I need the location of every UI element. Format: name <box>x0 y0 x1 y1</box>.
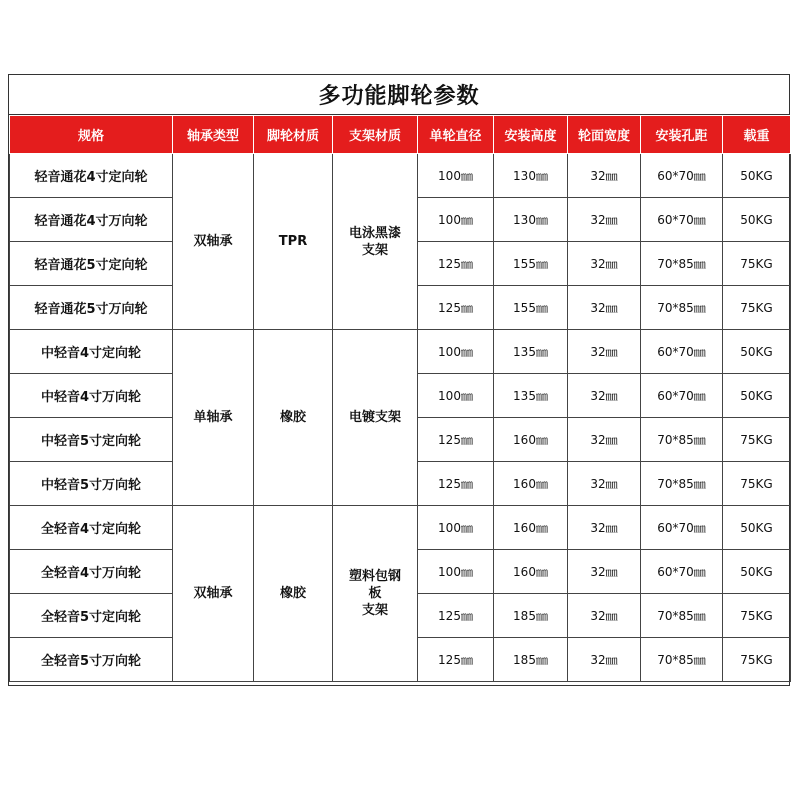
cell-hole-spacing: 60*70㎜ <box>641 330 723 374</box>
cell-bearing-type: 双轴承 <box>173 154 254 330</box>
cell-tread-width: 32㎜ <box>568 154 641 198</box>
cell-tread-width: 32㎜ <box>568 418 641 462</box>
cell-mount-height: 160㎜ <box>494 506 568 550</box>
cell-tread-width: 32㎜ <box>568 374 641 418</box>
cell-load: 50KG <box>723 198 791 242</box>
bracket-material-line: 塑料包钢 <box>348 569 401 584</box>
cell-hole-spacing: 70*85㎜ <box>641 594 723 638</box>
cell-spec: 轻音通花4寸万向轮 <box>10 198 173 242</box>
cell-mount-height: 155㎜ <box>494 286 568 330</box>
cell-mount-height: 135㎜ <box>494 330 568 374</box>
cell-hole-spacing: 60*70㎜ <box>641 506 723 550</box>
cell-tread-width: 32㎜ <box>568 286 641 330</box>
cell-wheel-diameter: 100㎜ <box>418 550 494 594</box>
cell-tread-width: 32㎜ <box>568 550 641 594</box>
header-row <box>10 116 791 154</box>
cell-bracket-material <box>333 330 418 506</box>
cell-bracket-material <box>333 154 418 330</box>
header-wheel-material: 脚轮材质 <box>254 116 333 154</box>
cell-tread-width: 32㎜ <box>568 462 641 506</box>
cell-wheel-material: 橡胶 <box>254 506 333 682</box>
cell-wheel-diameter: 100㎜ <box>418 330 494 374</box>
cell-mount-height: 135㎜ <box>494 374 568 418</box>
cell-load: 75KG <box>723 286 791 330</box>
cell-load: 75KG <box>723 462 791 506</box>
cell-wheel-material: 橡胶 <box>254 330 333 506</box>
cell-wheel-diameter: 125㎜ <box>418 242 494 286</box>
header-load: 载重 <box>723 116 791 154</box>
header-hole-spacing: 安装孔距 <box>641 116 723 154</box>
header-bracket-material: 支架材质 <box>333 116 418 154</box>
table-row <box>10 506 791 550</box>
cell-load: 50KG <box>723 330 791 374</box>
cell-wheel-diameter: 100㎜ <box>418 374 494 418</box>
cell-load: 75KG <box>723 594 791 638</box>
cell-wheel-diameter: 125㎜ <box>418 286 494 330</box>
cell-bracket-material <box>333 506 418 682</box>
cell-spec: 全轻音5寸万向轮 <box>10 638 173 682</box>
header-wheel-diameter: 单轮直径 <box>418 116 494 154</box>
bracket-material-line: 板 <box>368 586 382 601</box>
cell-mount-height: 160㎜ <box>494 550 568 594</box>
cell-wheel-diameter: 100㎜ <box>418 154 494 198</box>
cell-load: 75KG <box>723 638 791 682</box>
bracket-material-line: 电泳黑漆 <box>348 225 401 241</box>
cell-hole-spacing: 70*85㎜ <box>641 418 723 462</box>
cell-tread-width: 32㎜ <box>568 594 641 638</box>
cell-wheel-diameter: 125㎜ <box>418 418 494 462</box>
cell-spec: 全轻音4寸定向轮 <box>10 506 173 550</box>
cell-hole-spacing: 70*85㎜ <box>641 462 723 506</box>
cell-spec: 全轻音5寸定向轮 <box>10 594 173 638</box>
cell-wheel-diameter: 100㎜ <box>418 506 494 550</box>
cell-wheel-material: TPR <box>254 154 333 330</box>
header-bearing-type: 轴承类型 <box>173 116 254 154</box>
cell-hole-spacing: 70*85㎜ <box>641 286 723 330</box>
cell-mount-height: 185㎜ <box>494 638 568 682</box>
header-spec: 规格 <box>10 116 173 154</box>
cell-mount-height: 185㎜ <box>494 594 568 638</box>
cell-load: 75KG <box>723 242 791 286</box>
cell-mount-height: 155㎜ <box>494 242 568 286</box>
cell-spec: 中轻音4寸定向轮 <box>10 330 173 374</box>
cell-spec: 中轻音4寸万向轮 <box>10 374 173 418</box>
cell-hole-spacing: 60*70㎜ <box>641 550 723 594</box>
table-title: 多功能脚轮参数 <box>9 75 789 115</box>
cell-spec: 轻音通花5寸定向轮 <box>10 242 173 286</box>
cell-mount-height: 160㎜ <box>494 418 568 462</box>
spec-sheet <box>8 74 790 686</box>
table-row <box>10 154 791 198</box>
header-tread-width: 轮面宽度 <box>568 116 641 154</box>
cell-hole-spacing: 70*85㎜ <box>641 242 723 286</box>
cell-mount-height: 130㎜ <box>494 198 568 242</box>
caster-spec-table <box>9 115 791 682</box>
cell-mount-height: 130㎜ <box>494 154 568 198</box>
cell-spec: 轻音通花4寸定向轮 <box>10 154 173 198</box>
cell-wheel-diameter: 100㎜ <box>418 198 494 242</box>
cell-tread-width: 32㎜ <box>568 242 641 286</box>
cell-mount-height: 160㎜ <box>494 462 568 506</box>
cell-hole-spacing: 60*70㎜ <box>641 374 723 418</box>
cell-wheel-diameter: 125㎜ <box>418 594 494 638</box>
cell-hole-spacing: 60*70㎜ <box>641 198 723 242</box>
cell-load: 75KG <box>723 418 791 462</box>
cell-spec: 轻音通花5寸万向轮 <box>10 286 173 330</box>
cell-spec: 中轻音5寸万向轮 <box>10 462 173 506</box>
cell-load: 50KG <box>723 506 791 550</box>
cell-load: 50KG <box>723 550 791 594</box>
bracket-material-line: 支架 <box>361 242 388 258</box>
cell-load: 50KG <box>723 154 791 198</box>
bracket-material-line: 支架 <box>361 603 388 618</box>
cell-hole-spacing: 60*70㎜ <box>641 154 723 198</box>
cell-hole-spacing: 70*85㎜ <box>641 638 723 682</box>
table-row <box>10 330 791 374</box>
cell-load: 50KG <box>723 374 791 418</box>
cell-spec: 中轻音5寸定向轮 <box>10 418 173 462</box>
cell-bearing-type: 双轴承 <box>173 506 254 682</box>
cell-wheel-diameter: 125㎜ <box>418 462 494 506</box>
cell-tread-width: 32㎜ <box>568 506 641 550</box>
bracket-material-line: 电镀支架 <box>348 410 401 425</box>
cell-wheel-diameter: 125㎜ <box>418 638 494 682</box>
cell-tread-width: 32㎜ <box>568 638 641 682</box>
cell-bearing-type: 单轴承 <box>173 330 254 506</box>
header-mount-height: 安装高度 <box>494 116 568 154</box>
cell-tread-width: 32㎜ <box>568 330 641 374</box>
cell-tread-width: 32㎜ <box>568 198 641 242</box>
table-body <box>10 154 791 682</box>
cell-spec: 全轻音4寸万向轮 <box>10 550 173 594</box>
